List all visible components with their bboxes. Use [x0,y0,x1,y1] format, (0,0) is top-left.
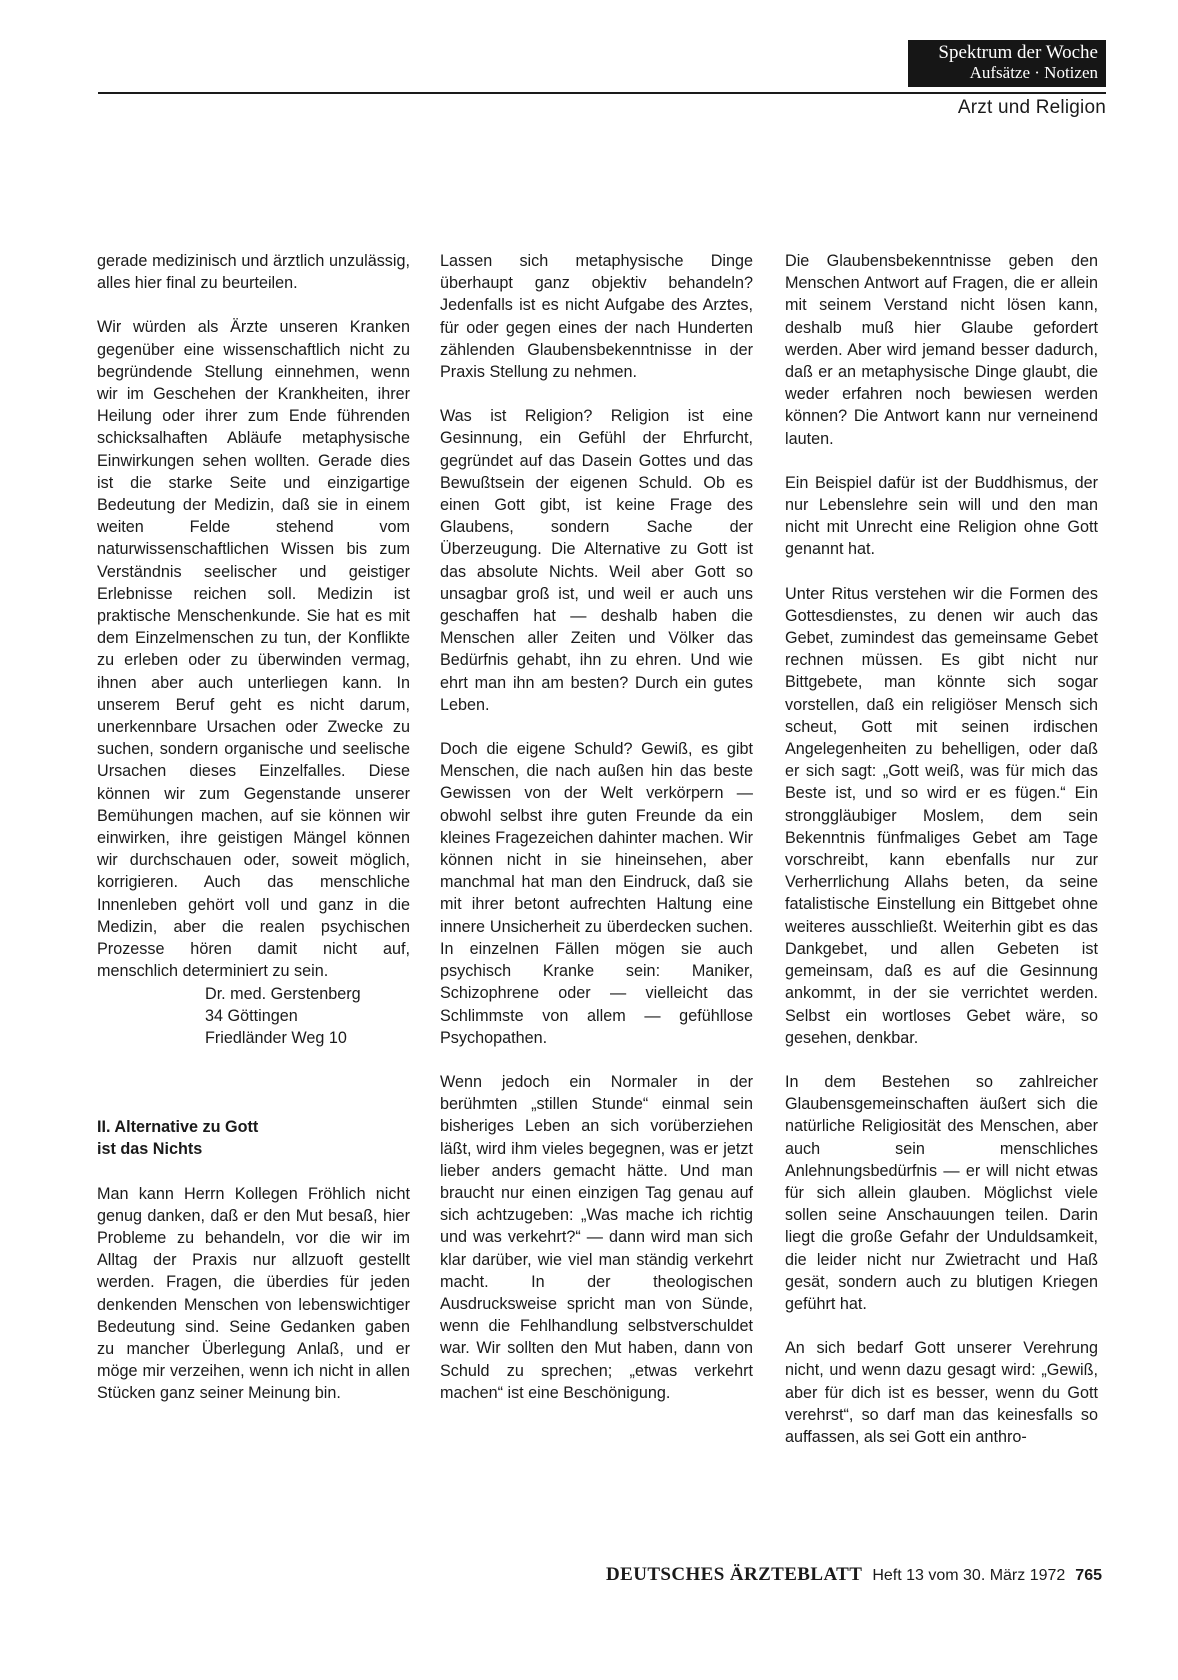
author-street: Friedländer Weg 10 [205,1028,347,1047]
issue-info: Heft 13 vom 30. März 1972 [872,1567,1066,1584]
journal-name: DEUTSCHES ÄRZTEBLATT [606,1564,863,1585]
paragraph: Unter Ritus verstehen wir die Formen des Gottesdienstes, zu denen wir auch das Gebet, zumindest das gemeinsame Gebet rechnen müssen. Es gibt nicht nur Bittgebete, man könnte sich sogar vorstellen, daß ein religiöser Mensch sich scheut, Gott mit seinen irdischen Angelegenheiten zu behelligen, oder daß er sich sagt: „Gott weiß, was für mich das Beste ist, und so wird er es fügen.“ Ein stronggläubiger Moslem, dem sein Bekenntnis fünfmaliges Gebet am Tage vorschreibt, kann ebenfalls nur zur Verherrlichung Allahs beten, da seine fatalistische Einstellung ein Bittgebet ohne weiteres ausschließt. Weiterhin gibt es das Dankgebet, und allen Gebeten ist gemeinsam, daß es auf die Gesinnung ankommt, in der sie verrichtet werden. Selbst ein wortloses Gebet wäre, so gesehen, denkbar. [785,584,1098,1047]
author-name: Dr. med. Gerstenberg [205,984,361,1003]
paragraph: gerade medizinisch und ärztlich unzulässig, alles hier final zu beurteilen. [97,252,410,293]
column-2 [440,250,753,1426]
badge-subtitle: Aufsätze · Notizen [969,63,1098,82]
paragraph: Wenn jedoch ein Normaler in der berühmten „stillen Stunde“ einmal sein bisheriges Leben an sich vorüberziehen läßt, wird ihm vieles begegnen, was er jetzt lieber anders gemacht hätte. Und man braucht nur einen einzigen Tag genau auf sich achtzugeben: „Was mache ich richtig und was verkehrt?“ — dann wird man sich klar darüber, wie viel man ständig verkehrt macht. In der theologischen Ausdrucksweise spricht man von Sünde, wenn die Fehlhandlung selbstverschuldet war. Wir sollten den Mut haben, dann von Schuld zu sprechen; „etwas verkehrt machen“ ist eine Beschönigung. [440,1072,753,1402]
heading-line: II. Alternative zu Gott [97,1118,259,1137]
paragraph: Ein Beispiel dafür ist der Buddhismus, der nur Lebenslehre sein will und den man nicht mit Unrecht eine Religion ohne Gott genannt hat. [785,473,1098,559]
paragraph: Was ist Religion? Religion ist eine Gesinnung, ein Gefühl der Ehrfurcht, gegründet auf das Dasein Gottes und das Bewußtsein der eigenen Schuld. Ob es einen Gott gibt, ist keine Frage des Glaubens, sondern Sache der Überzeugung. Die Alternative zu Gott ist das absolute Nichts. Weil aber Gott so unsagbar groß ist, und weil er auch uns geschaffen hat — deshalb haben die Menschen aller Zeiten und Völker das Bedürfnis gehabt, ihn zu ehren. Und wie ehrt man ihn am besten? Durch ein gutes Leben. [440,407,753,714]
badge-title: Spektrum der Woche [938,42,1098,63]
paragraph: Die Glaubensbekenntnisse geben den Menschen Antwort auf Fragen, die er allein mit seinem Verstand nicht lösen kann, deshalb muß hier Glaube gefordert werden. Aber wird jemand besser dadurch, daß er an metaphysische Dinge glaubt, die weder erfahren noch bewiesen werden können? Die Antwort kann nur verneinend lauten. [785,252,1098,448]
column-3 [785,250,1098,1470]
author-city: 34 Göttingen [205,1006,298,1025]
section-badge [908,40,1106,87]
paragraph: Man kann Herrn Kollegen Fröhlich nicht genug danken, daß er den Mut besaß, hier Probleme zu behandeln, vor die wir im Alltag der Praxis nur allzuoft gestellt werden. Fragen, die überdies für jeden denkenden Menschen von lebenswichtiger Bedeutung sind. Seine Gedanken gaben zu mancher Überlegung Anlaß, und er möge mir verzeihen, wenn ich nicht in allen Stücken ganz seiner Meinung bin. [97,1184,410,1403]
paragraph: An sich bedarf Gott unserer Verehrung nicht, und wenn dazu gesagt wird: „Gewiß, aber für dich ist es besser, wenn du Gott verehrst“, so darf man das keinesfalls so auffassen, als sei Gott ein anthro- [785,1339,1098,1446]
column-1 [97,250,410,1427]
page-footer [606,1564,1102,1586]
header-rule [98,92,1106,94]
article-heading [97,1116,410,1160]
paragraph: Wir würden als Ärzte unseren Kranken gegenüber eine wissenschaftlich nicht zu begründende Stellung einnehmen, wenn wir im Geschehen der Krankheiten, ihrer Heilung oder ihrer zum Ende führenden schicksalhaften Abläufe metaphysische Einwirkungen sehen wollten. Gerade dies ist die starke Seite und einzigartige Bedeutung der Medizin, daß sie in einem weiten Felde stehend vom naturwissenschaftlichen Wissen bis zum Verständnis seelischer und geistiger Erlebnisse reichen soll. Medizin ist praktische Menschenkunde. Sie hat es mit dem Einzelmenschen zu tun, der Konflikte zu erleben oder zu überwinden vermag, ihnen aber auch unterliegen kann. In unserem Beruf geht es nicht darum, unerkennbare Ursachen oder Zwecke zu suchen, sondern organische und seelische Ursachen dieses Einzelfalles. Diese können wir zum Gegenstande unserer Bemühungen machen, auf sie können wir einwirken, ihre geistigen Mängel können wir durchschauen oder, soweit möglich, korrigieren. Auch das menschliche Innenleben gehört voll und ganz in die Medizin, aber die realen psychischen Prozesse hören damit nicht auf, menschlich determiniert zu sein. [97,318,410,981]
page-number: 765 [1075,1567,1102,1584]
paragraph: In dem Bestehen so zahlreicher Glaubensgemeinschaften äußert sich die natürliche Religiosität des Menschen, aber auch sein menschliches Anlehnungsbedürfnis — er will nicht etwas für sich allein glauben. Möglichst viele sollen seine Anschauungen teilen. Darin liegt die große Gefahr der Unduldsamkeit, die leider nicht nur Zwietracht und Haß gesät, sondern auch zu blutigen Kriegen geführt hat. [785,1072,1098,1313]
author-signature [205,983,410,1050]
paragraph: Lassen sich metaphysische Dinge überhaupt ganz objektiv behandeln? Jedenfalls ist es nicht Aufgabe des Arztes, für oder gegen eines der nach Hunderten zählenden Glaubensbekenntnisse in der Praxis Stellung zu nehmen. [440,252,753,382]
heading-line: ist das Nichts [97,1140,203,1159]
paragraph: Doch die eigene Schuld? Gewiß, es gibt Menschen, die nach außen hin das beste Gewissen von der Welt verkörpern — obwohl selbst ihre guten Freunde da ein kleines Fragezeichen dahinter machen. Wir können nicht in sie hineinsehen, aber manchmal hat man den Eindruck, daß sie mit ihrer betont aufrechten Haltung eine innere Unsicherheit zu überdecken suchen. In einzelnen Fällen mögen sie auch psychisch Kranke sein: Maniker, Schizophrene oder — vielleicht das Schlimmste von allem — gefühllose Psychopathen. [440,740,753,1047]
section-title: Arzt und Religion [957,97,1106,118]
